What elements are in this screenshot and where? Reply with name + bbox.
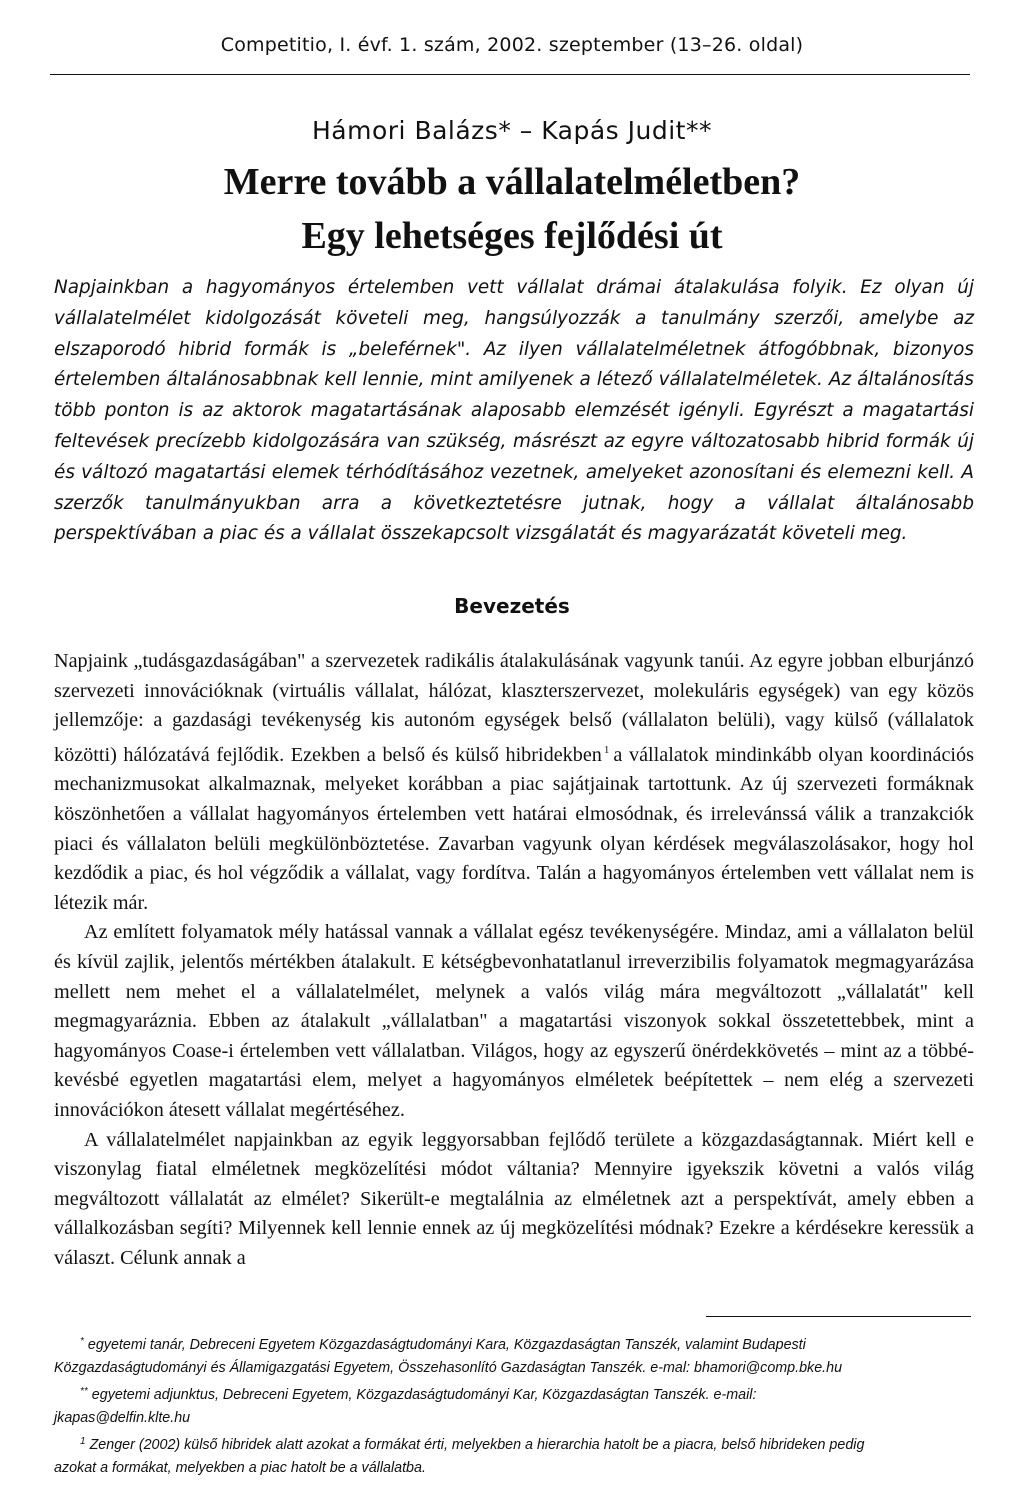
footnote-rule bbox=[706, 1316, 971, 1317]
footnote-3-mark: 1 bbox=[80, 1436, 86, 1447]
footnote-2-line-2: jkapas@delfin.klte.hu bbox=[54, 1410, 191, 1426]
footnote-ref-1: 1 bbox=[603, 743, 610, 756]
article-authors: Hámori Balázs* – Kapás Judit** bbox=[312, 116, 712, 145]
paragraph-1 bbox=[54, 647, 974, 918]
footnote-3-text-1: Zenger (2002) külső hibridek alatt azokat a formákat érti, melyekben a hierarchia hatolt be a piacra, belső hibrideken pedig bbox=[89, 1437, 865, 1453]
paragraph-1-text-a: Napjaink „tudásgazdaságában" a szervezetek radikális átalakulásának vagyunk tanúi. Az egyre jobban elburjánzó szervezeti innovációknak (virtuális vállalat, hálózat, klaszterszervezet, molekuláris egységek) van egy közös jellemzője: a gazdasági tevékenység kis autonóm egységek belső (vállalaton belüli), vagy külső (vállalatok közötti) hálózatává fejlődik. Ezekben a belső és külső hibridekben bbox=[54, 650, 974, 766]
footnote-3-line-1 bbox=[54, 1430, 974, 1457]
journal-header: Competitio, I. évf. 1. szám, 2002. szeptember (13–26. oldal) bbox=[220, 34, 804, 56]
paragraph-1-text-b: a vállalatok mindinkább olyan koordinációs mechanizmusokat alkalmaznak, melyeket korábban a piac sajátjainak tartottunk. Az új szervezeti formáknak köszönhetően a vállalat hagyományos értelemben vett határai elmosódnak, és irrelevánssá válik a tranzakciók piaci és vállalaton belüli megkülönböztetése. Zavarban vagyunk olyan kérdések megválaszolásakor, hogy hol kezdődik a piac, és hol végződik a vállalat, vagy fordítva. Talán a hagyományos értelemben vett vállalat nem is létezik már. bbox=[54, 743, 974, 914]
footnotes bbox=[54, 1330, 974, 1480]
footnote-1-text-1: egyetemi tanár, Debreceni Egyetem Közgazdaságtudományi Kara, Közgazdaságtan Tanszék, valamint Budapesti bbox=[87, 1337, 806, 1353]
body-text bbox=[54, 647, 974, 1273]
section-heading: Bevezetés bbox=[454, 594, 570, 618]
footnote-2-line-1 bbox=[54, 1380, 974, 1407]
footnote-1-line-1 bbox=[54, 1330, 974, 1357]
footnote-2-mark: ** bbox=[80, 1386, 88, 1397]
paragraph-2: Az említett folyamatok mély hatással vannak a vállalat egész tevékenységére. Mindaz, ami a vállalaton belül és kívül zajlik, jelentős mértékben átalakult. E kétségbevonhatatlanul irreverzibilis folyamatok megmagyarázása mellett nem mehet el a vállalatelmélet, melynek a valós világ mára megváltozott „vállalatát" kell megmagyaráznia. Ebben az átalakult „vállalatban" a magatartási viszonyok sokkal összetettebbek, mint a hagyományos Coase-i értelemben vett vállalatban. Világos, hogy az egyszerű önérdekkövetés – mint az a többé-kevésbé egyetlen magatartási elem, melyet a hagyományos elméletek beépítettek – nem elég a szervezeti innovációkon átesett vállalat megértéséhez. bbox=[54, 921, 974, 1121]
abstract: Napjainkban a hagyományos értelemben vett vállalat drámai átalakulása folyik. Ez olyan új vállalatelmélet kidolgozását követeli meg, hangsúlyozzák a tanulmány szerzői, amelybe az elszaporodó hibrid formák is „beleférnek". Az ilyen vállalatelméletnek átfogóbbnak, bizonyos értelemben általánosabbnak kell lennie, mint amilyenek a létező vállalatelméletek. Az általánosítás több ponton is az aktorok magatartásának alaposabb elemzését igényli. Egyrészt a magatartási feltevések precízebb kidolgozására van szükség, másrészt az egyre változatosabb hibrid formák új és változó magatartási elemek térhódításához vezetnek, amelyeket azonosítani és elemezni kell. A szerzők tanulmányukban arra a következtetésre jutnak, hogy a vállalat általánosabb perspektívában a piac és a vállalat összekapcsolt vizsgálatát és magyarázatát követeli meg. bbox=[54, 277, 974, 545]
article-title bbox=[0, 155, 1024, 263]
footnote-1-line-2: Közgazdaságtudományi és Államigazgatási Egyetem, Összehasonlító Gazdaságtan Tanszék. e-mal: bhamori@comp.bke.hu bbox=[54, 1360, 843, 1376]
footnote-3-line-2: azokat a formákat, melyekben a piac hatolt be a vállalatba. bbox=[54, 1460, 426, 1476]
paragraph-3: A vállalatelmélet napjainkban az egyik leggyorsabban fejlődő területe a közgazdaságtannak. Miért kell e viszonylag fiatal elméletnek megközelítési módot váltania? Mennyire igyekszik követni a valós világ megváltozott vállalatát az elmélet? Sikerült-e megtalálnia az elméletnek azt a perspektívát, amely ebben a vállalkozásban segíti? Milyennek kell lennie ennek az új megközelítési módnak? Ezekre a kérdésekre keressük a választ. Célunk annak a bbox=[54, 1128, 974, 1269]
title-line-1: Merre tovább a vállalatelméletben? bbox=[223, 161, 801, 203]
footnote-1-mark: * bbox=[80, 1336, 84, 1347]
title-line-2: Egy lehetséges fejlődési út bbox=[301, 215, 723, 257]
footnote-2-text-1: egyetemi adjunktus, Debreceni Egyetem, Közgazdaságtudományi Kar, Közgazdaságtan Tanszék. e-mail: bbox=[91, 1387, 757, 1403]
header-rule bbox=[50, 74, 970, 75]
